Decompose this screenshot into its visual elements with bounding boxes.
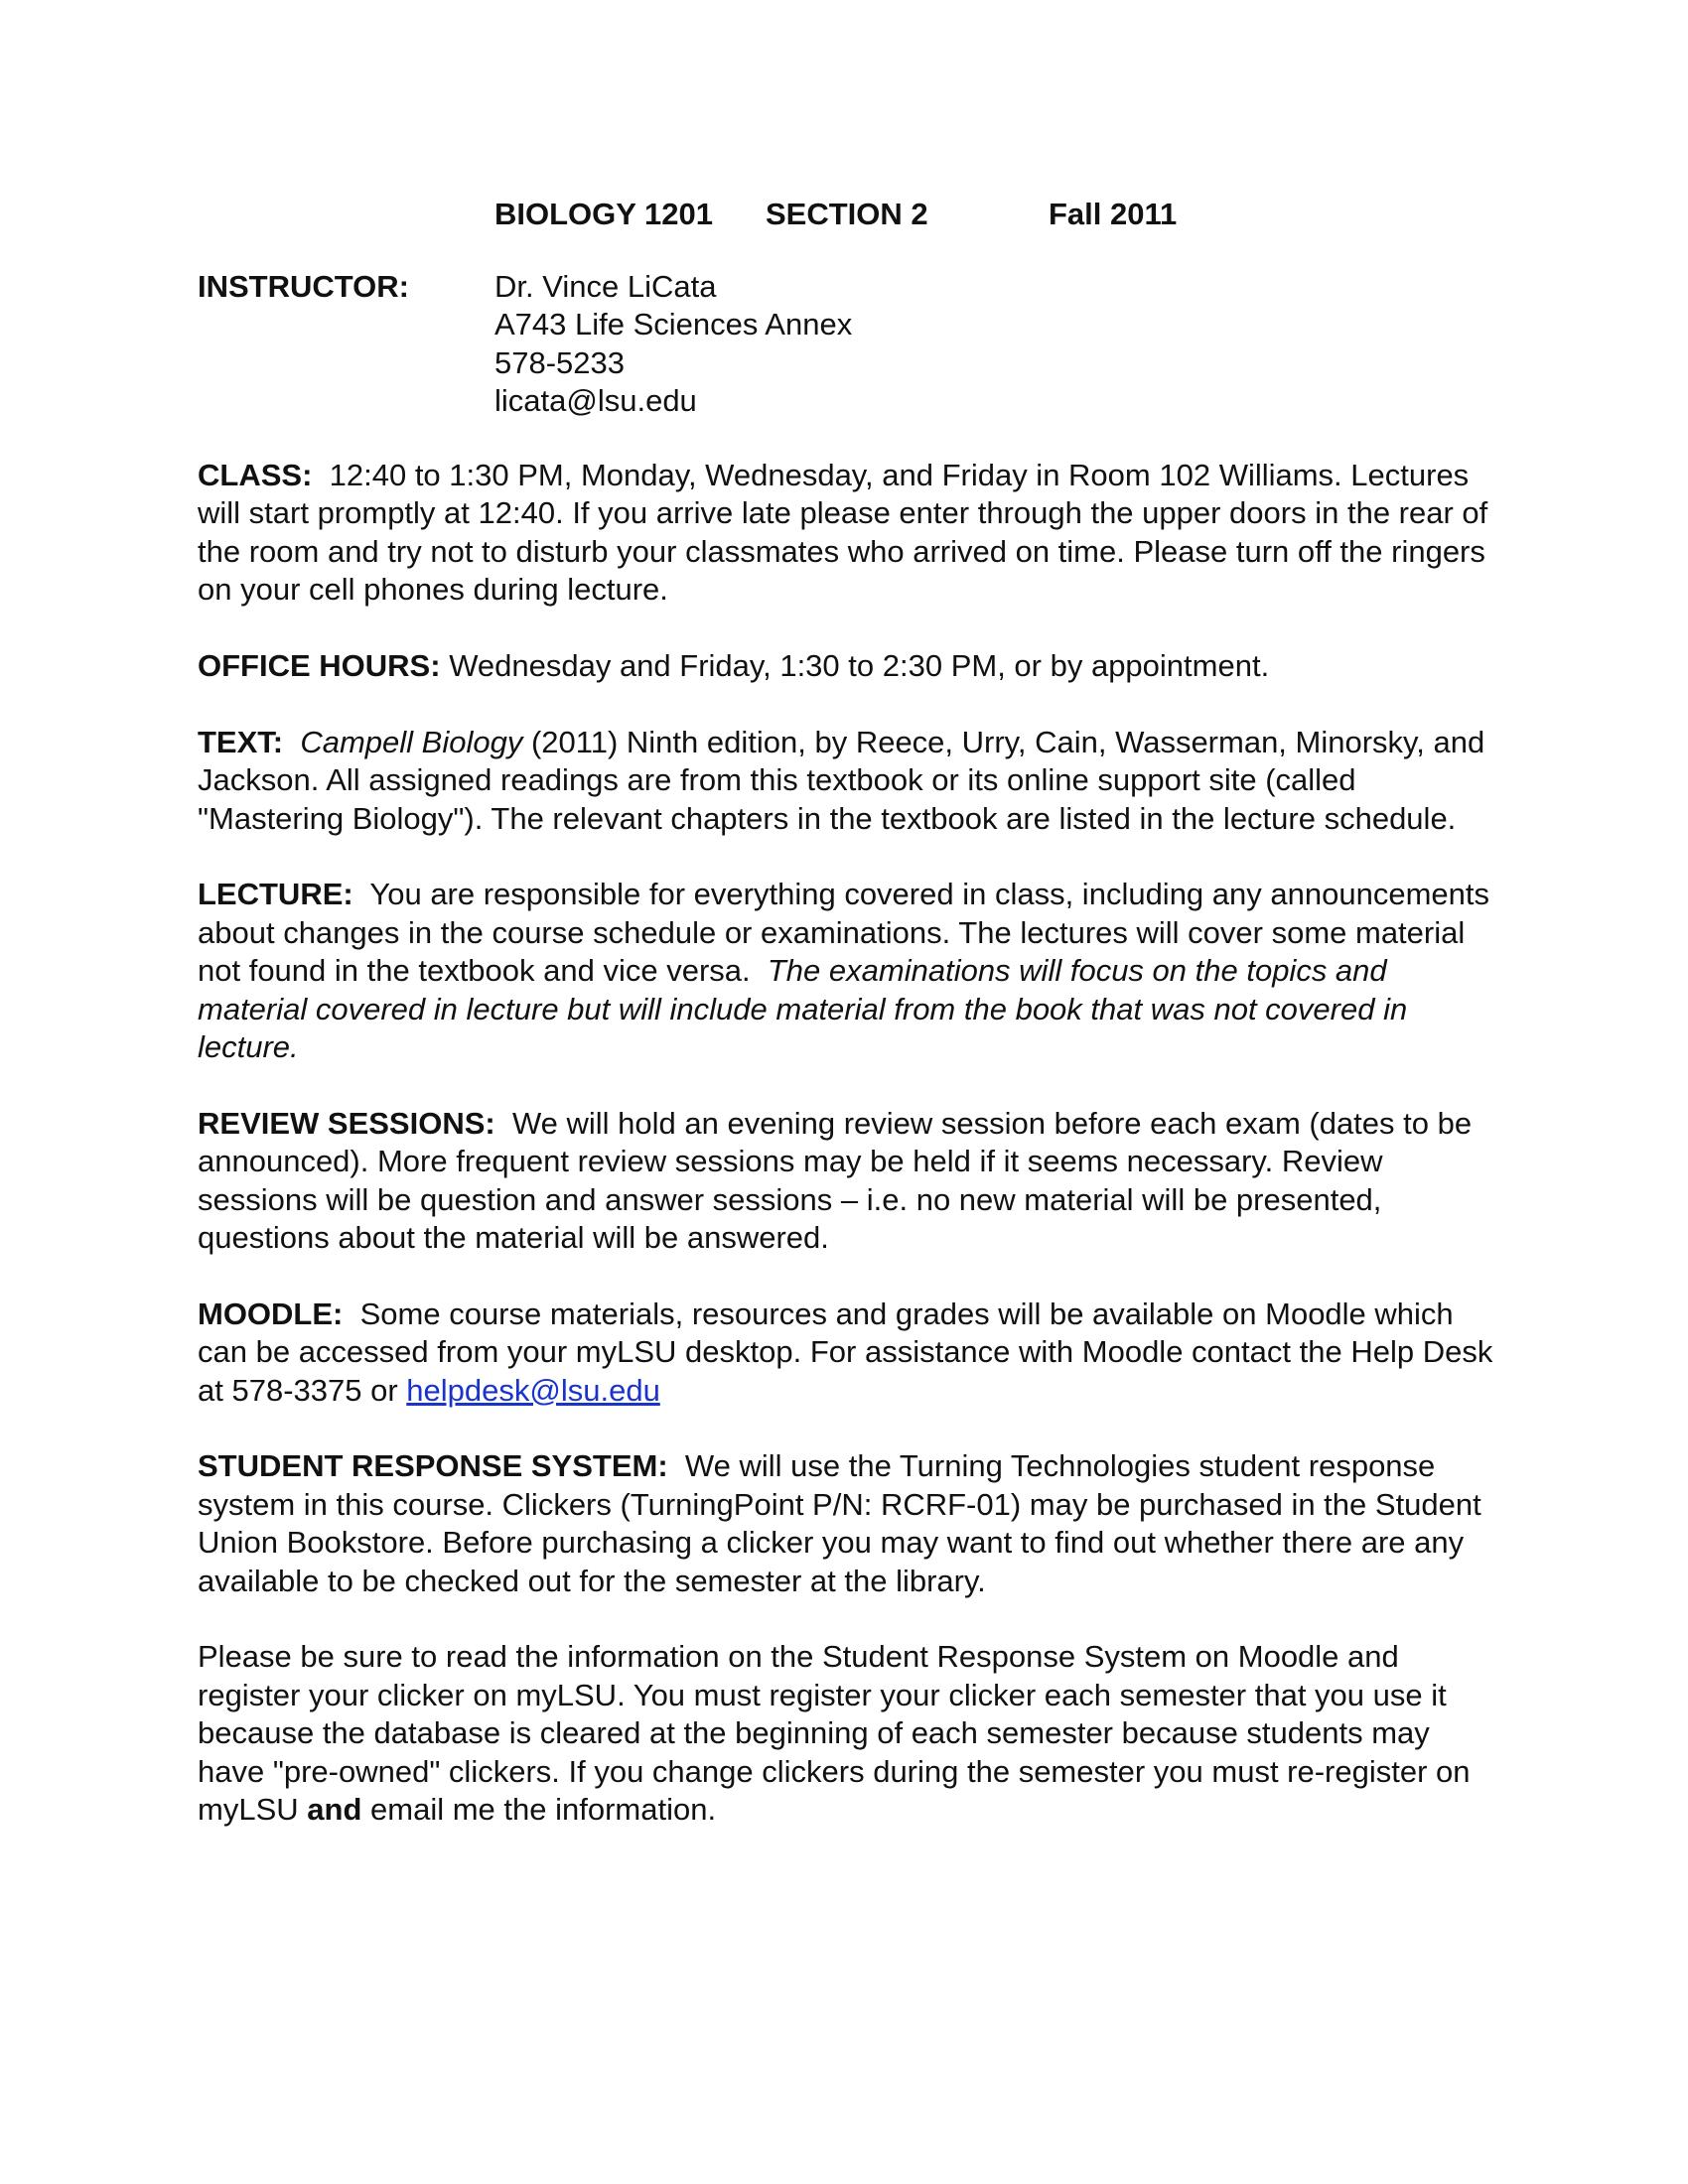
office-hours-section [198,647,1498,685]
student-response-section [198,1447,1498,1600]
text-label: TEXT: [198,724,284,759]
textbook-title: Campell Biology [300,724,523,759]
review-sessions-text: We will hold an evening review session before each exam (dates to be announced). More frequent review sessions may be held if it seems necessary. Review sessions will be question and answer sessions – i.e. no new material will be presented, questions about the material will be answered. [198,1105,1473,1256]
course-header [198,195,1498,234]
instructor-block [198,268,1498,421]
text-section [198,724,1498,838]
lecture-section [198,876,1498,1066]
student-response-label: STUDENT RESPONSE SYSTEM: [198,1448,668,1484]
registration-bold-word: and [307,1792,362,1828]
registration-text: Please be sure to read the information on the Student Response System on Moodle and register your clicker on myLSU. You must register your clicker each semester that you use it because the database is cleared at the beginning of each semester because students may have "pre-owned" clickers. If you change clickers during the semester you must re-register on myLSU [198,1639,1471,1828]
office-hours-label: OFFICE HOURS: [198,648,441,684]
instructor-label: INSTRUCTOR: [198,269,409,304]
registration-tail: email me the information. [370,1792,717,1828]
lecture-italic-text: The examinations will focus on the topics and material covered in lecture but will include material from the book that was not covered in lecture. [198,953,1408,1065]
instructor-phone: 578-5233 [494,344,626,380]
class-label: CLASS: [198,458,313,492]
instructor-office: A743 Life Sciences Annex [494,307,853,342]
instructor-details [494,268,852,421]
helpdesk-email-link[interactable]: helpdesk@lsu.edu [406,1372,660,1408]
course-term: Fall 2011 [1049,197,1178,231]
moodle-section [198,1296,1498,1410]
office-hours-text: Wednesday and Friday, 1:30 to 2:30 PM, or by appointment. [449,648,1270,684]
syllabus-content [198,195,1498,1830]
class-section [198,457,1498,610]
review-sessions-label: REVIEW SESSIONS: [198,1105,495,1141]
lecture-label: LECTURE: [198,877,353,912]
course-section: SECTION 2 [766,197,928,231]
student-response-text: We will use the Turning Technologies student response system in this course. Clickers (TurningPoint P/N: RCRF-01) may be purchased in the Student Union Bookstore. Before purchasing a clicker you may want to find out whether there are any available to be checked out for the semester at the library. [198,1448,1481,1598]
review-sessions-section [198,1105,1498,1258]
moodle-text: Some course materials, resources and grades will be available on Moodle which can be accessed from your myLSU desktop. For assistance with Moodle contact the Help Desk at 578-3375 or [198,1296,1493,1408]
lecture-text: You are responsible for everything covered in class, including any announcements about changes in the course schedule or examinations. The lectures will cover some material not found in the textbook and vice versa. [198,877,1489,989]
instructor-name: Dr. Vince LiCata [494,269,717,304]
class-text: 12:40 to 1:30 PM, Monday, Wednesday, and Friday in Room 102 Williams. Lectures will start promptly at 12:40. If you arrive late please enter through the upper doors in the rear of the room and try not to disturb your classmates who arrived on time. Please turn off the ringers on your cell phones during lecture. [198,458,1488,608]
instructor-email: licata@lsu.edu [494,383,697,419]
course-title: BIOLOGY 1201 [494,197,713,231]
text-description: (2011) Ninth edition, by Reece, Urry, Cain, Wasserman, Minorsky, and Jackson. All assigned readings are from this textbook or its online support site (called "Mastering Biology"). The relevant chapters in the textbook are listed in the lecture schedule. [198,724,1485,836]
registration-section [198,1638,1498,1829]
moodle-label: MOODLE: [198,1296,344,1331]
